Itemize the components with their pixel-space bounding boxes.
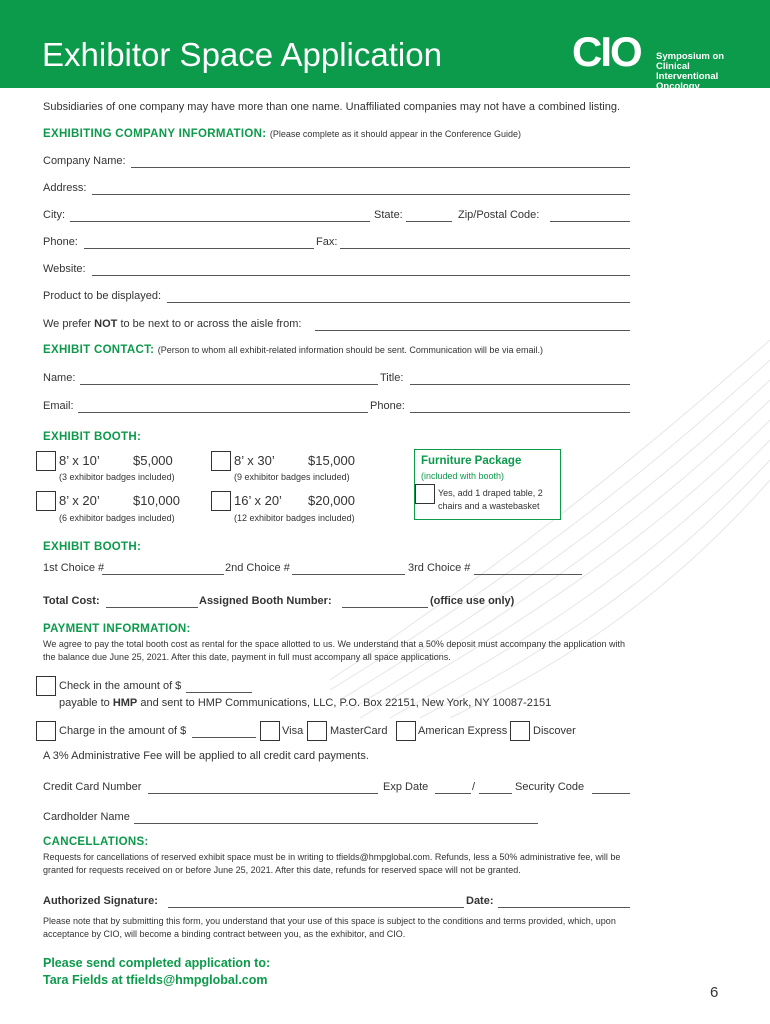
assigned-booth-label: Assigned Booth Number:: [199, 595, 332, 607]
visa-checkbox[interactable]: [260, 721, 280, 741]
payment-terms-text: We agree to pay the total booth cost as rental for the space allotted to us. We understand that a 50% deposit must accompany the application with the balance due June 25, 2021. After this date, payment in full must accompany all space applications.: [43, 639, 626, 662]
city-label: City:: [43, 209, 65, 221]
send-to-line-2: Tara Fields at tfields@hmpglobal.com: [43, 973, 268, 987]
booth-8x20-price: $10,000: [133, 493, 180, 508]
assigned-booth-field[interactable]: [342, 607, 428, 608]
booth-8x10-checkbox[interactable]: [36, 451, 56, 471]
booth-16x20-size: 16’ x 20’: [234, 493, 282, 508]
booth-16x20-checkbox[interactable]: [211, 491, 231, 511]
state-field[interactable]: [406, 221, 452, 222]
check-amount-field[interactable]: [186, 692, 252, 693]
contact-phone-label: Phone:: [370, 400, 405, 412]
phone-field[interactable]: [84, 248, 314, 249]
prefer-not-field[interactable]: [315, 330, 630, 331]
prefer-text-b: to be next to or across the aisle from:: [117, 318, 302, 330]
cancellations-text: Requests for cancellations of reserved exhibit space must be in writing to tfields@hmpglobal.com. Refunds, less a 50% administrative fee, will be granted for requests received on or before June 25, 2021. After this date, refunds for reserved space will not be granted.: [43, 852, 621, 875]
total-cost-label: Total Cost:: [43, 595, 100, 607]
booth-8x30-checkbox[interactable]: [211, 451, 231, 471]
exhibit-contact-note: (Person to whom all exhibit-related information should be sent. Communication will be via email.): [157, 345, 543, 355]
booth-8x20-checkbox[interactable]: [36, 491, 56, 511]
product-field[interactable]: [167, 302, 630, 303]
exhibit-contact-heading: [43, 344, 543, 356]
visa-label: Visa: [282, 725, 304, 737]
page-title: Exhibitor Space Application: [42, 36, 442, 73]
send-to-line-1: Please send completed application to:: [43, 956, 271, 970]
address-label: Address:: [43, 182, 87, 194]
contact-name-field[interactable]: [80, 384, 378, 385]
exp-year-field[interactable]: [479, 793, 512, 794]
payable-to-text: [59, 697, 551, 709]
furniture-package-line2: chairs and a wastebasket: [438, 501, 540, 511]
contact-name-label: Name:: [43, 372, 76, 384]
exhibit-booth-heading: EXHIBIT BOOTH:: [43, 431, 142, 443]
company-info-note: (Please complete as it should appear in the Conference Guide): [269, 129, 521, 139]
third-choice-label: 3rd Choice #: [408, 562, 471, 574]
booth-8x20-badges: (6 exhibitor badges included): [59, 513, 175, 523]
logo-line-2: Interventional Oncology: [656, 71, 719, 92]
booth-8x10-size: 8’ x 10’: [59, 453, 100, 468]
payable-text-hmp: HMP: [112, 697, 138, 709]
exhibit-booth-choice-heading: EXHIBIT BOOTH:: [43, 541, 142, 553]
exp-date-label: Exp Date: [383, 781, 429, 793]
furniture-package-note: (included with booth): [421, 471, 505, 481]
charge-amount-label: Charge in the amount of $: [59, 725, 187, 737]
fax-label: Fax:: [316, 236, 338, 248]
amex-label: American Express: [418, 725, 508, 737]
address-field[interactable]: [92, 194, 630, 195]
zip-label: Zip/Postal Code:: [458, 209, 540, 221]
page-number: 6: [710, 984, 719, 1001]
cardholder-name-label: Cardholder Name: [43, 811, 130, 823]
mastercard-label: MasterCard: [330, 725, 388, 737]
signature-date-label: Date:: [466, 895, 494, 907]
website-field[interactable]: [92, 275, 630, 276]
furniture-package-checkbox[interactable]: [415, 484, 435, 504]
charge-payment-checkbox[interactable]: [36, 721, 56, 741]
cio-logo: CIO: [572, 28, 641, 75]
company-name-field[interactable]: [131, 167, 630, 168]
binding-contract-note: Please note that by submitting this form, you understand that your use of this space is subject to the conditions and terms provided, which, upon acceptance by CIO, will become a binding contract between you, as the exhibitor, and CIO.: [43, 916, 616, 939]
logo-line-1: Symposium on Clinical: [656, 51, 725, 72]
product-label: Product to be displayed:: [43, 290, 162, 302]
contact-email-label: Email:: [43, 400, 74, 412]
booth-8x30-price: $15,000: [308, 453, 355, 468]
prefer-text-not: NOT: [94, 318, 118, 330]
total-cost-field[interactable]: [106, 607, 198, 608]
third-choice-field[interactable]: [474, 574, 582, 575]
prefer-text-a: We prefer: [43, 318, 95, 330]
logo-subtitle: [656, 52, 756, 92]
furniture-package-title: Furniture Package: [421, 455, 522, 467]
booth-8x20-size: 8’ x 20’: [59, 493, 100, 508]
city-field[interactable]: [70, 221, 370, 222]
booth-16x20-price: $20,000: [308, 493, 355, 508]
exp-month-field[interactable]: [435, 793, 471, 794]
prefer-not-label: [43, 318, 301, 330]
exp-slash: /: [472, 781, 476, 793]
office-use-label: (office use only): [430, 595, 515, 607]
cancellations-heading: CANCELLATIONS:: [43, 836, 149, 848]
website-label: Website:: [43, 263, 86, 275]
signature-date-field[interactable]: [498, 907, 630, 908]
intro-text: Subsidiaries of one company may have more than one name. Unaffiliated companies may not have a combined listing.: [43, 101, 621, 113]
company-info-title: EXHIBITING COMPANY INFORMATION:: [43, 128, 267, 140]
phone-label: Phone:: [43, 236, 78, 248]
cardholder-name-field[interactable]: [134, 823, 538, 824]
booth-16x20-badges: (12 exhibitor badges included): [234, 513, 355, 523]
payable-text-a: payable to: [59, 697, 113, 709]
booth-8x10-price: $5,000: [133, 453, 173, 468]
discover-checkbox[interactable]: [510, 721, 530, 741]
second-choice-field[interactable]: [292, 574, 405, 575]
first-choice-field[interactable]: [102, 574, 224, 575]
booth-8x30-size: 8’ x 30’: [234, 453, 275, 468]
first-choice-label: 1st Choice #: [43, 562, 105, 574]
company-name-label: Company Name:: [43, 155, 126, 167]
authorized-signature-label: Authorized Signature:: [43, 895, 158, 907]
check-amount-label: Check in the amount of $: [59, 680, 182, 692]
contact-email-field[interactable]: [78, 412, 368, 413]
discover-label: Discover: [533, 725, 576, 737]
charge-amount-field[interactable]: [192, 737, 256, 738]
furniture-package-line1: Yes, add 1 draped table, 2: [438, 488, 543, 498]
zip-field[interactable]: [550, 221, 630, 222]
payable-text-c: and sent to HMP Communications, LLC, P.O. Box 22151, New York, NY 10087-2151: [137, 697, 552, 709]
contact-phone-field[interactable]: [410, 412, 630, 413]
check-payment-checkbox[interactable]: [36, 676, 56, 696]
security-code-field[interactable]: [592, 793, 630, 794]
security-code-label: Security Code: [515, 781, 585, 793]
admin-fee-text: A 3% Administrative Fee will be applied to all credit card payments.: [43, 750, 369, 762]
second-choice-label: 2nd Choice #: [225, 562, 290, 574]
booth-8x10-badges: (3 exhibitor badges included): [59, 472, 175, 482]
company-info-heading: [43, 128, 521, 140]
cc-number-label: Credit Card Number: [43, 781, 142, 793]
state-label: State:: [374, 209, 403, 221]
mastercard-checkbox[interactable]: [307, 721, 327, 741]
booth-8x30-badges: (9 exhibitor badges included): [234, 472, 350, 482]
amex-checkbox[interactable]: [396, 721, 416, 741]
contact-title-label: Title:: [380, 372, 404, 384]
contact-title-field[interactable]: [410, 384, 630, 385]
exhibit-contact-title: EXHIBIT CONTACT:: [43, 344, 155, 356]
authorized-signature-field[interactable]: [168, 907, 464, 908]
fax-field[interactable]: [340, 248, 630, 249]
payment-heading: PAYMENT INFORMATION:: [43, 623, 191, 635]
cc-number-field[interactable]: [148, 793, 378, 794]
